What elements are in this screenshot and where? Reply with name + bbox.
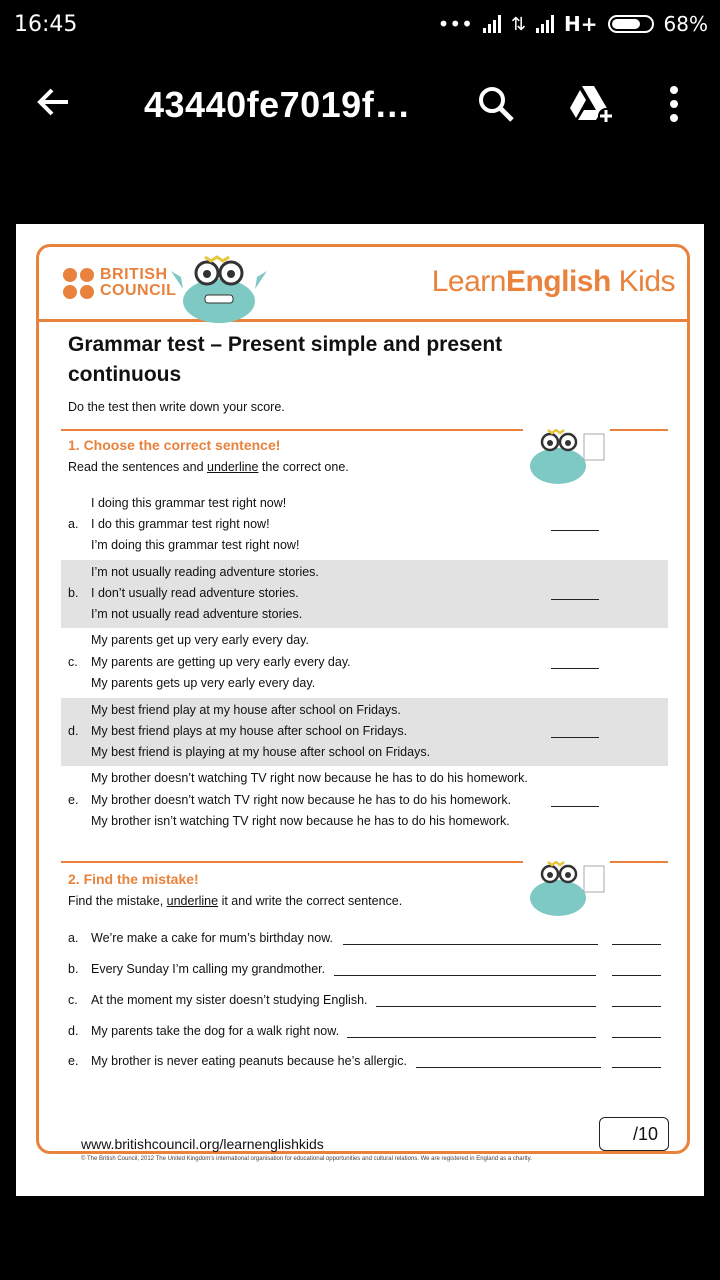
network-type: H+ — [564, 12, 598, 36]
monster-mascot-icon — [169, 249, 269, 327]
section-2-rule — [61, 861, 523, 863]
correction-line[interactable] — [416, 1067, 601, 1068]
option[interactable]: My best friend is playing at my house after school on Fridays. — [91, 745, 431, 759]
section-2-rule-right — [610, 861, 668, 863]
option[interactable]: I do this grammar test right now! — [91, 517, 270, 531]
option[interactable]: I don’t usually read adventure stories. — [91, 586, 299, 600]
mistake-row-b: b. Every Sunday I’m calling my grandmother. — [68, 962, 668, 982]
notification-dots: ••• — [437, 12, 473, 36]
search-icon[interactable] — [474, 82, 518, 126]
option[interactable]: My parents get up very early every day. — [91, 633, 309, 647]
correction-line[interactable] — [334, 975, 596, 976]
question-row-d: d. My best friend play at my house after school on Fridays. My best friend plays at my house after school on Fridays. My best friend is playing at my house after school on Fridays. — [61, 698, 668, 766]
status-time: 16:45 — [14, 12, 78, 37]
section-1-rule-right — [610, 429, 668, 431]
option[interactable]: My brother doesn’t watch TV right now because he has to do his homework. — [91, 793, 512, 807]
battery-icon — [608, 15, 654, 33]
option[interactable]: I’m not usually reading adventure stories. — [91, 565, 319, 579]
answer-blank[interactable] — [551, 805, 599, 807]
option[interactable]: My parents gets up very early every day. — [91, 676, 316, 690]
answer-blank[interactable] — [551, 667, 599, 669]
data-arrows-icon: ⇅ — [510, 13, 527, 35]
status-bar — [0, 0, 720, 50]
monster-reading-icon — [526, 856, 610, 920]
document-page — [16, 224, 704, 1196]
question-row-a: a. I doing this grammar test right now! I do this grammar test right now! I’m doing this grammar test right now! — [61, 491, 668, 559]
score-box[interactable]: /10 — [599, 1117, 669, 1151]
option[interactable]: My brother isn’t watching TV right now because he has to do his homework. — [91, 814, 510, 828]
mistake-row-e: e. My brother is never eating peanuts because he’s allergic. — [68, 1054, 668, 1074]
mistake-sentence[interactable]: We’re make a cake for mum’s birthday now. — [91, 931, 333, 945]
add-to-drive-icon[interactable] — [566, 82, 610, 126]
answer-blank[interactable] — [551, 736, 599, 738]
answer-blank[interactable] — [612, 1006, 661, 1007]
correction-line[interactable] — [347, 1037, 596, 1038]
option[interactable]: My parents are getting up very early every day. — [91, 655, 351, 669]
section-1-instructions: Read the sentences and underline the correct one. — [68, 460, 349, 474]
option[interactable]: My best friend plays at my house after school on Fridays. — [91, 724, 408, 738]
option[interactable]: I doing this grammar test right now! — [91, 496, 287, 510]
learnenglish-kids-logo: LearnEnglish Kids — [431, 265, 675, 298]
mistake-row-d: d. My parents take the dog for a walk right now. — [68, 1024, 668, 1044]
question-row-c: c. My parents get up very early every day. My parents are getting up very early every day. My parents gets up very early every day. — [61, 629, 668, 697]
monster-reading-icon — [526, 424, 610, 488]
mistake-sentence[interactable]: At the moment my sister doesn’t studying English. — [91, 993, 368, 1007]
signal-icon — [483, 15, 501, 33]
question-row-b: b. I’m not usually reading adventure stories. I don’t usually read adventure stories. I’m not usually read adventure stories. — [61, 560, 668, 628]
section-2-instructions: Find the mistake, underline it and write the correct sentence. — [68, 894, 403, 908]
correction-line[interactable] — [376, 1006, 596, 1007]
answer-blank[interactable] — [551, 598, 599, 600]
section-2-title: 2. Find the mistake! — [68, 871, 199, 887]
mistake-sentence[interactable]: My brother is never eating peanuts because he’s allergic. — [91, 1054, 407, 1068]
more-vert-icon[interactable] — [664, 82, 708, 126]
footer-url[interactable]: www.britishcouncil.org/learnenglishkids — [81, 1136, 324, 1152]
signal-icon-2 — [536, 15, 554, 33]
mistake-row-c: c. At the moment my sister doesn’t studying English. — [68, 993, 668, 1013]
mistake-sentence[interactable]: My parents take the dog for a walk right now. — [91, 1024, 340, 1038]
mistake-sentence[interactable]: Every Sunday I’m calling my grandmother. — [91, 962, 326, 976]
section-1-rule — [61, 429, 523, 431]
answer-blank[interactable] — [612, 1067, 661, 1068]
section-1-title: 1. Choose the correct sentence! — [68, 437, 281, 453]
answer-blank[interactable] — [612, 975, 661, 976]
option[interactable]: My best friend play at my house after school on Fridays. — [91, 703, 401, 717]
answer-blank[interactable] — [612, 944, 661, 945]
option[interactable]: My brother doesn’t watching TV right now because he has to do his homework. — [91, 771, 528, 785]
answer-blank[interactable] — [551, 529, 599, 531]
worksheet-header — [39, 247, 687, 322]
mistake-row-a: a. We’re make a cake for mum’s birthday now. — [68, 931, 668, 951]
answer-blank[interactable] — [612, 1037, 661, 1038]
british-council-logo: BRITISH COUNCIL — [63, 267, 176, 299]
footer-copyright: © The British Council, 2012 The United Kingdom’s international organisation for educational opportunities and cultural relations. We are registered in England as a charity. — [81, 1156, 532, 1162]
question-row-e: e. My brother doesn’t watching TV right now because he has to do his homework. My brother doesn’t watch TV right now because he has to do his homework. My brother isn’t watching TV right now because he has to do his homework. — [61, 767, 668, 835]
worksheet-title: Grammar test – Present simple and present continuous — [68, 333, 503, 386]
app-bar — [0, 60, 720, 150]
intro-text: Do the test then write down your score. — [68, 400, 285, 414]
correction-line[interactable] — [343, 944, 598, 945]
file-title: 43440fe7019f… — [144, 84, 411, 125]
battery-level: 68% — [663, 12, 708, 36]
arrow-left-icon[interactable] — [34, 82, 74, 129]
status-icons — [438, 12, 708, 36]
option[interactable]: I’m not usually read adventure stories. — [91, 607, 303, 621]
option[interactable]: I’m doing this grammar test right now! — [91, 538, 300, 552]
